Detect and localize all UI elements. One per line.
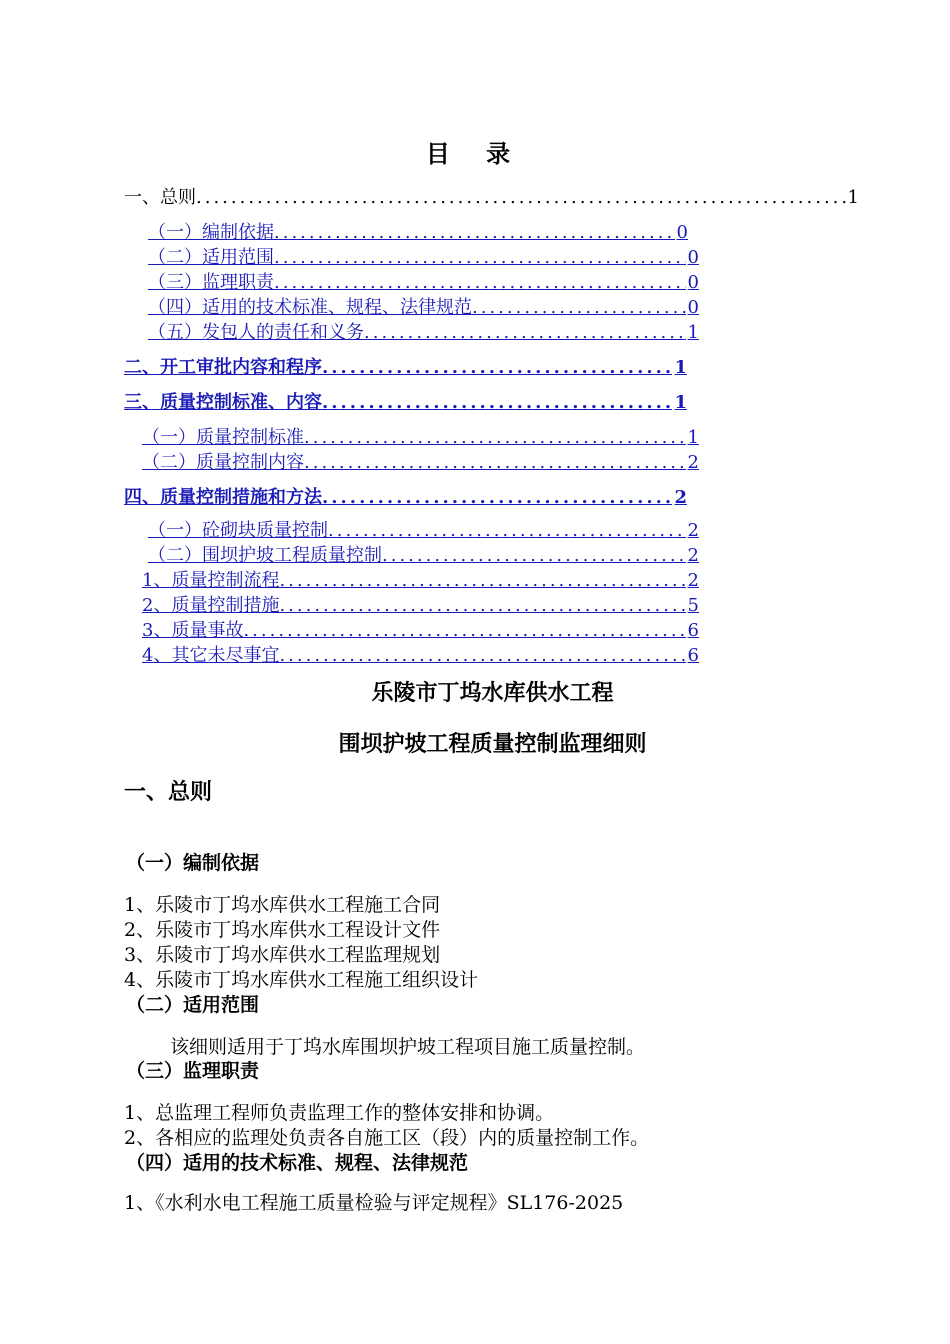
toc-entry-label: （一）砼砌块质量控制 bbox=[148, 520, 328, 541]
toc-entry-label: 二、开工审批内容和程序 bbox=[124, 357, 322, 378]
toc-leader-dots bbox=[304, 452, 686, 473]
toc-page-number: 6 bbox=[687, 645, 699, 666]
list-item: 1、《水利水电工程施工质量检验与评定规程》SL176-2025 bbox=[124, 1192, 624, 1214]
toc-entry-qc-standard[interactable] bbox=[142, 423, 699, 447]
toc-leader-dots bbox=[243, 620, 685, 641]
toc-page-number: 2 bbox=[687, 452, 699, 473]
paragraph: 该细则适用于丁坞水库围坝护坡工程项目施工质量控制。 bbox=[170, 1036, 646, 1058]
toc-page-number: 2 bbox=[687, 520, 699, 541]
toc-entry-label: （四）适用的技术标准、规程、法律规范 bbox=[148, 297, 472, 318]
document-title-line2: 围坝护坡工程质量控制监理细则 bbox=[338, 731, 647, 757]
toc-entry-qc-flow[interactable] bbox=[142, 566, 699, 590]
toc-entry-label: 2、质量控制措施 bbox=[142, 595, 280, 616]
toc-entry-label: 三、质量控制标准、内容 bbox=[124, 392, 322, 413]
toc-page-number: 5 bbox=[687, 595, 699, 616]
toc-entry-label: （一）质量控制标准 bbox=[142, 427, 304, 448]
toc-page-number: 0 bbox=[687, 247, 699, 268]
toc-entry-qc-measures[interactable] bbox=[124, 483, 687, 507]
toc-entry-quality-standard[interactable] bbox=[124, 388, 687, 412]
toc-leader-dots bbox=[304, 427, 686, 448]
toc-entry-label: （二）适用范围 bbox=[148, 247, 274, 268]
toc-leader-dots bbox=[279, 645, 685, 666]
toc-leader-dots bbox=[472, 297, 686, 318]
toc-entry-qc-content[interactable] bbox=[142, 448, 699, 472]
toc-entry-label: （二）围坝护坡工程质量控制 bbox=[148, 545, 382, 566]
subsection-heading-duties: （三）监理职责 bbox=[126, 1060, 260, 1082]
toc-page-number: 6 bbox=[687, 620, 699, 641]
toc-entry-label: 4、其它未尽事宜 bbox=[142, 645, 280, 666]
toc-page-number: 2 bbox=[687, 570, 699, 591]
toc-entry-label: 3、质量事故 bbox=[142, 620, 244, 641]
toc-page-number: 0 bbox=[687, 272, 699, 293]
list-item: 1、乐陵市丁坞水库供水工程施工合同 bbox=[124, 894, 441, 916]
toc-entry-block-qc[interactable] bbox=[148, 516, 699, 540]
list-item: 2、各相应的监理处负责各自施工区（段）内的质量控制工作。 bbox=[124, 1127, 650, 1149]
toc-entry-other-matters[interactable] bbox=[142, 641, 699, 665]
list-item: 2、乐陵市丁坞水库供水工程设计文件 bbox=[124, 919, 441, 941]
toc-entry-dam-qc[interactable] bbox=[148, 541, 699, 565]
document-title-line1: 乐陵市丁坞水库供水工程 bbox=[371, 680, 614, 706]
section-heading-general: 一、总则 bbox=[124, 779, 213, 805]
subsection-heading-standards: （四）适用的技术标准、规程、法律规范 bbox=[126, 1152, 469, 1174]
toc-entry-qc-measures-detail[interactable] bbox=[142, 591, 699, 615]
list-item: 1、总监理工程师负责监理工作的整体安排和协调。 bbox=[124, 1102, 555, 1124]
toc-leader-dots bbox=[274, 222, 675, 243]
toc-entry-quality-accident[interactable] bbox=[142, 616, 699, 640]
toc-leader-dots bbox=[274, 272, 686, 293]
toc-page-number: 2 bbox=[674, 487, 687, 508]
toc-leader-dots bbox=[364, 322, 686, 343]
toc-entry-employer-duties[interactable] bbox=[148, 318, 699, 342]
toc-leader-dots bbox=[322, 357, 672, 378]
toc-page-number: 1 bbox=[674, 392, 687, 413]
toc-page-number: 1 bbox=[687, 427, 699, 448]
toc-entry-label: （五）发包人的责任和义务 bbox=[148, 322, 364, 343]
toc-leader-dots bbox=[328, 520, 686, 541]
toc-title: 目 录 bbox=[425, 139, 525, 168]
toc-leader-dots bbox=[274, 247, 686, 268]
toc-page-number: 2 bbox=[687, 545, 699, 566]
toc-entry-label: （三）监理职责 bbox=[148, 272, 274, 293]
toc-entry-scope[interactable] bbox=[148, 243, 699, 267]
toc-page-number: 1 bbox=[687, 322, 699, 343]
toc-entry-general[interactable] bbox=[124, 183, 859, 207]
toc-leader-dots bbox=[196, 187, 846, 208]
toc-entry-label: （一）编制依据 bbox=[148, 222, 274, 243]
toc-entry-label: 一、总则 bbox=[124, 187, 196, 208]
toc-page-number: 0 bbox=[687, 297, 699, 318]
toc-entry-label: 四、质量控制措施和方法 bbox=[124, 487, 322, 508]
subsection-heading-scope: （二）适用范围 bbox=[126, 994, 260, 1016]
toc-page-number: 0 bbox=[676, 222, 688, 243]
toc-leader-dots bbox=[382, 545, 686, 566]
toc-page-number: 1 bbox=[847, 187, 859, 208]
list-item: 3、乐陵市丁坞水库供水工程监理规划 bbox=[124, 944, 441, 966]
toc-entry-basis[interactable] bbox=[148, 218, 688, 242]
toc-entry-approval[interactable] bbox=[124, 353, 687, 377]
toc-page-number: 1 bbox=[674, 357, 687, 378]
list-item: 4、乐陵市丁坞水库供水工程施工组织设计 bbox=[124, 969, 479, 991]
subsection-heading-basis: （一）编制依据 bbox=[126, 852, 260, 874]
toc-entry-label: （二）质量控制内容 bbox=[142, 452, 304, 473]
toc-leader-dots bbox=[279, 595, 685, 616]
toc-entry-duties[interactable] bbox=[148, 268, 699, 292]
toc-leader-dots bbox=[322, 392, 672, 413]
toc-entry-standards[interactable] bbox=[148, 293, 699, 317]
toc-leader-dots bbox=[322, 487, 672, 508]
toc-entry-label: 1、质量控制流程 bbox=[142, 570, 280, 591]
toc-leader-dots bbox=[279, 570, 685, 591]
